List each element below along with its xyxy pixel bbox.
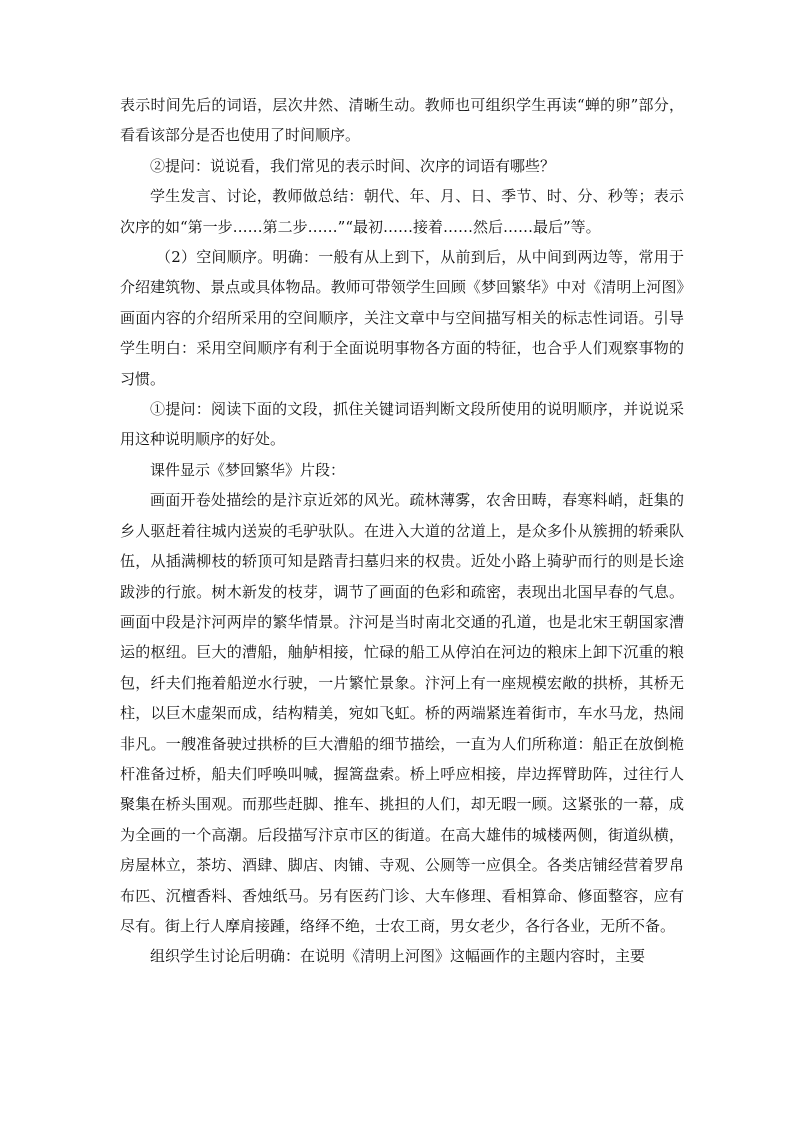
paragraph-student-summary: 学生发言、讨论，教师做总结：朝代、年、月、日、季节、时、分、秒等；表示次序的如“第一步……第二步……”“最初……接着……然后……最后”等。	[120, 187, 684, 236]
paragraph-spatial-order: （2）空间顺序。明确：一般有从上到下，从前到后，从中间到两边等，常用于介绍建筑物、景点或具体物品。教师可带领学生回顾《梦回繁华》中对《清明上河图》画面内容的介绍所采用的空间顺序，关注文章中与空间描写相关的标志性词语。引导学生明白：采用空间顺序有利于全面说明事物各方面的特征，也合乎人们观察事物的习惯。	[120, 248, 684, 388]
paragraph-continuation: 表示时间先后的词语，层次井然、清晰生动。教师也可组织学生再读“蝉的卵”部分，看看该部分是否也使用了时间顺序。	[120, 96, 684, 145]
document-body	[120, 90, 684, 972]
paragraph-excerpt: 画面开卷处描绘的是汴京近郊的风光。疏林薄雾，农舍田畴，春寒料峭，赶集的乡人驱赶着往城内送炭的毛驴驮队。在进入大道的岔道上，是众多仆从簇拥的轿乘队伍，从插满柳枝的轿顶可知是踏青扫墓归来的权贵。近处小路上骑驴而行的则是长途跋涉的行旅。树木新发的枝芽，调节了画面的色彩和疏密，表现出北国早春的气息。画面中段是汴河两岸的繁华情景。汴河是当时南北交通的孔道，也是北宋王朝国家漕运的枢纽。巨大的漕船，舳舻相接，忙碌的船工从停泊在河边的粮床上卸下沉重的粮包，纤夫们拖着船逆水行驶，一片繁忙景象。汴河上有一座规模宏敞的拱桥，其桥无柱，以巨木虚架而成，结构精美，宛如飞虹。桥的两端紧连着街市，车水马龙，热闹非凡。一艘准备驶过拱桥的巨大漕船的细节描绘，一直为人们所称道：船正在放倒桅杆准备过桥，船夫们呼唤叫喊，握篙盘索。桥上呼应相接，岸边挥臂助阵，过往行人聚集在桥头围观。而那些赶脚、推车、挑担的人们，却无暇一顾。这紧张的一幕，成为全画的一个高潮。后段描写汴京市区的街道。在高大雄伟的城楼两侧，街道纵横，房屋林立，茶坊、酒肆、脚店、肉铺、寺观、公厕等一应俱全。各类店铺经营着罗帛布匹、沉檀香料、香烛纸马。另有医药门诊、大车修理、看相算命、修面整容，应有尽有。街上行人摩肩接踵，络绎不绝，士农工商，男女老少，各行各业，无所不备。	[120, 491, 684, 935]
paragraph-question-2: ②提问：说说看，我们常见的表示时间、次序的词语有哪些？	[150, 156, 556, 175]
paragraph-slide-note: 课件显示《梦回繁华》片段：	[150, 460, 346, 479]
paragraph-question-1: ①提问：阅读下面的文段，抓住关键词语判断文段所使用的说明顺序，并说说采用这种说明顺序的好处。	[120, 400, 684, 449]
paragraph-conclusion: 组织学生讨论后明确：在说明《清明上河图》这幅画作的主题内容时，主要	[150, 947, 646, 966]
